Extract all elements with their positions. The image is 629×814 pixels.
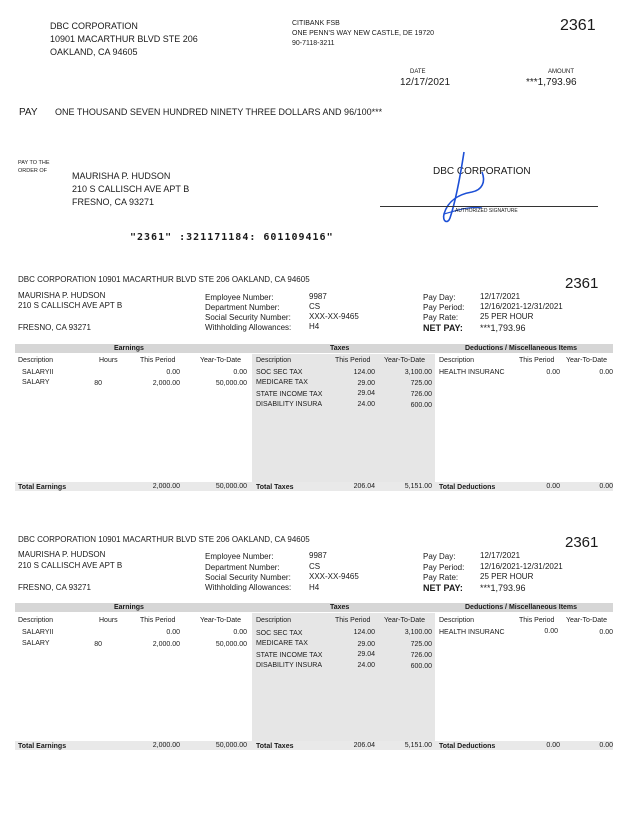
total-taxes-label: Total Taxes xyxy=(256,743,294,750)
pay-label: PAY xyxy=(19,107,38,118)
payee-name: MAURISHA P. HUDSON xyxy=(72,171,171,181)
earning-desc: SALARY xyxy=(22,640,50,647)
total-earnings-ytd: 50,000.00 xyxy=(215,483,247,490)
employee-address-line-1: 210 S CALLISCH AVE APT B xyxy=(18,301,123,310)
deduction-period: 0.00 xyxy=(544,628,558,635)
deductions-title: Deductions / Miscellaneous Items xyxy=(465,604,578,611)
order-of-label: ORDER OF xyxy=(18,168,48,174)
tax-period: 29.00 xyxy=(357,380,375,387)
taxes-col-description: Description xyxy=(256,357,292,364)
deduction-period: 0.00 xyxy=(546,369,560,376)
deductions-col-this-period: This Period xyxy=(519,617,555,624)
earning-period: 2,000.00 xyxy=(152,641,180,648)
deduction-desc: HEALTH INSURANC xyxy=(439,369,505,376)
tax-ytd: 725.00 xyxy=(410,380,432,387)
micr-line: "2361" :321171184: 601109416" xyxy=(130,232,334,243)
earning-ytd: 50,000.00 xyxy=(215,641,247,648)
earnings-title: Earnings xyxy=(114,604,144,611)
total-earnings-period: 2,000.00 xyxy=(152,483,180,490)
earnings-title: Earnings xyxy=(114,345,144,352)
pay-period-label: Pay Period: xyxy=(423,563,465,572)
tax-desc: DISABILITY INSURA xyxy=(256,401,323,408)
stub-header: DBC CORPORATION 10901 MACARTHUR BLVD STE 206 OAKLAND, CA 94605 xyxy=(18,275,310,284)
pay-period-label: Pay Period: xyxy=(423,303,465,312)
department-number-label: Department Number: xyxy=(205,303,280,312)
employee-name: MAURISHA P. HUDSON xyxy=(18,291,106,300)
earnings-col-hours: Hours xyxy=(99,357,118,364)
taxes-col-this-period: This Period xyxy=(335,357,371,364)
total-taxes-period: 206.04 xyxy=(353,742,375,749)
deductions-col-description: Description xyxy=(439,357,475,364)
ssn-value: XXX-XX-9465 xyxy=(309,312,359,321)
tax-period: 124.00 xyxy=(353,369,375,376)
earnings-col-this-period: This Period xyxy=(140,617,176,624)
tax-ytd: 3,100.00 xyxy=(404,369,432,376)
tax-period: 24.00 xyxy=(357,401,375,408)
tax-desc: STATE INCOME TAX xyxy=(256,652,323,659)
earning-ytd: 0.00 xyxy=(233,629,247,636)
tax-period: 29.04 xyxy=(357,651,375,658)
tax-desc: DISABILITY INSURA xyxy=(256,662,323,669)
total-deductions-ytd: 0.00 xyxy=(599,742,613,749)
taxes-title: Taxes xyxy=(330,345,350,352)
earning-desc: SALARYII xyxy=(22,369,54,376)
net-pay-value: ***1,793.96 xyxy=(480,583,526,593)
withholding-value: H4 xyxy=(309,583,320,592)
total-taxes-label: Total Taxes xyxy=(256,484,294,491)
tax-ytd: 3,100.00 xyxy=(404,629,432,636)
pay-rate-value: 25 PER HOUR xyxy=(480,572,534,581)
tax-period: 29.04 xyxy=(357,390,375,397)
deductions-title: Deductions / Miscellaneous Items xyxy=(465,345,578,352)
pay-period-value: 12/16/2021-12/31/2021 xyxy=(480,302,563,311)
withholding-value: H4 xyxy=(309,322,320,331)
department-number-value: CS xyxy=(309,562,321,571)
pay-day-value: 12/17/2021 xyxy=(480,292,521,301)
net-pay-label: NET PAY: xyxy=(423,583,463,593)
check-date: 12/17/2021 xyxy=(400,77,451,88)
payee-address-line-1: 210 S CALLISCH AVE APT B xyxy=(72,184,190,194)
pay-rate-label: Pay Rate: xyxy=(423,573,459,582)
employee-number-value: 9987 xyxy=(309,551,327,560)
employee-number-value: 9987 xyxy=(309,292,327,301)
pay-day-label: Pay Day: xyxy=(423,293,456,302)
employee-address-line-2: FRESNO, CA 93271 xyxy=(18,323,91,332)
total-deductions-period: 0.00 xyxy=(546,483,560,490)
taxes-title: Taxes xyxy=(330,604,350,611)
tax-ytd: 726.00 xyxy=(410,391,432,398)
total-deductions-period: 0.00 xyxy=(546,742,560,749)
check-amount: ***1,793.96 xyxy=(526,77,577,88)
bank-routing: 90-7118-3211 xyxy=(292,40,335,47)
total-taxes-period: 206.04 xyxy=(353,483,375,490)
employee-address-line-2: FRESNO, CA 93271 xyxy=(18,583,91,592)
tax-ytd: 726.00 xyxy=(410,652,432,659)
net-pay-label: NET PAY: xyxy=(423,323,463,333)
pay-period-value: 12/16/2021-12/31/2021 xyxy=(480,562,563,571)
pay-day-value: 12/17/2021 xyxy=(480,551,521,560)
total-deductions-label: Total Deductions xyxy=(439,743,496,750)
tax-desc: SOC SEC TAX xyxy=(256,369,303,376)
earning-period: 0.00 xyxy=(166,369,180,376)
tax-period: 24.00 xyxy=(357,662,375,669)
tax-desc: SOC SEC TAX xyxy=(256,630,303,637)
tax-ytd: 725.00 xyxy=(410,641,432,648)
total-taxes-ytd: 5,151.00 xyxy=(404,483,432,490)
total-earnings-label: Total Earnings xyxy=(18,484,67,491)
earning-ytd: 0.00 xyxy=(233,369,247,376)
total-earnings-label: Total Earnings xyxy=(18,743,67,750)
pay-rate-label: Pay Rate: xyxy=(423,313,459,322)
taxes-col-ytd: Year-To-Date xyxy=(384,357,425,364)
pay-amount-words: ONE THOUSAND SEVEN HUNDRED NINETY THREE DOLLARS AND 96/100*** xyxy=(55,107,383,117)
earning-hours: 80 xyxy=(94,380,102,387)
total-deductions-label: Total Deductions xyxy=(439,484,496,491)
withholding-label: Withholding Allowances: xyxy=(205,323,292,332)
deductions-col-ytd: Year-To-Date xyxy=(566,617,607,624)
taxes-col-description: Description xyxy=(256,617,292,624)
earning-desc: SALARY xyxy=(22,379,50,386)
taxes-col-this-period: This Period xyxy=(335,617,371,624)
earning-desc: SALARYII xyxy=(22,629,54,636)
stub-check-number: 2361 xyxy=(565,534,599,551)
payee-address-line-2: FRESNO, CA 93271 xyxy=(72,197,155,207)
date-label: DATE xyxy=(410,69,426,75)
employee-address-line-1: 210 S CALLISCH AVE APT B xyxy=(18,561,123,570)
tax-desc: STATE INCOME TAX xyxy=(256,391,323,398)
deduction-desc: HEALTH INSURANC xyxy=(439,629,505,636)
tax-ytd: 600.00 xyxy=(410,663,432,670)
signer-company: DBC CORPORATION xyxy=(433,166,531,177)
company-name: DBC CORPORATION xyxy=(50,21,138,31)
earnings-col-description: Description xyxy=(18,617,54,624)
bank-name: CITIBANK FSB xyxy=(292,20,340,27)
earning-period: 0.00 xyxy=(166,629,180,636)
tax-period: 29.00 xyxy=(357,641,375,648)
total-deductions-ytd: 0.00 xyxy=(599,483,613,490)
signature-line xyxy=(380,206,598,207)
tax-desc: MEDICARE TAX xyxy=(256,379,308,386)
deduction-ytd: 0.00 xyxy=(599,369,613,376)
tax-desc: MEDICARE TAX xyxy=(256,640,308,647)
employee-number-label: Employee Number: xyxy=(205,552,274,561)
total-taxes-ytd: 5,151.00 xyxy=(404,742,432,749)
earnings-col-hours: Hours xyxy=(99,617,118,624)
signature-label: AUTHORIZED SIGNATURE xyxy=(455,208,518,214)
stub-check-number: 2361 xyxy=(565,275,599,292)
total-earnings-period: 2,000.00 xyxy=(152,742,180,749)
deductions-col-ytd: Year-To-Date xyxy=(566,357,607,364)
deductions-col-description: Description xyxy=(439,617,475,624)
company-address-line-1: 10901 MACARTHUR BLVD STE 206 xyxy=(50,34,198,44)
earning-ytd: 50,000.00 xyxy=(215,380,247,387)
earnings-col-ytd: Year-To-Date xyxy=(200,617,241,624)
earnings-col-ytd: Year-To-Date xyxy=(200,357,241,364)
department-number-label: Department Number: xyxy=(205,563,280,572)
check-number: 2361 xyxy=(560,17,596,34)
earning-period: 2,000.00 xyxy=(152,380,180,387)
earnings-col-description: Description xyxy=(18,357,54,364)
pay-to-label: PAY TO THE xyxy=(18,160,50,166)
bank-address: ONE PENN'S WAY NEW CASTLE, DE 19720 xyxy=(292,30,435,37)
earnings-col-this-period: This Period xyxy=(140,357,176,364)
employee-number-label: Employee Number: xyxy=(205,293,274,302)
department-number-value: CS xyxy=(309,302,321,311)
deduction-ytd: 0.00 xyxy=(599,629,613,636)
tax-period: 124.00 xyxy=(353,629,375,636)
pay-rate-value: 25 PER HOUR xyxy=(480,312,534,321)
employee-name: MAURISHA P. HUDSON xyxy=(18,550,106,559)
tax-ytd: 600.00 xyxy=(410,402,432,409)
deductions-col-this-period: This Period xyxy=(519,357,555,364)
taxes-col-ytd: Year-To-Date xyxy=(384,617,425,624)
pay-day-label: Pay Day: xyxy=(423,552,456,561)
amount-label: AMOUNT xyxy=(548,69,574,75)
ssn-value: XXX-XX-9465 xyxy=(309,572,359,581)
earning-hours: 80 xyxy=(94,641,102,648)
withholding-label: Withholding Allowances: xyxy=(205,583,292,592)
signature-image xyxy=(420,148,510,228)
company-address-line-2: OAKLAND, CA 94605 xyxy=(50,47,138,57)
net-pay-value: ***1,793.96 xyxy=(480,323,526,333)
ssn-label: Social Security Number: xyxy=(205,313,291,322)
total-earnings-ytd: 50,000.00 xyxy=(215,742,247,749)
stub-header: DBC CORPORATION 10901 MACARTHUR BLVD STE 206 OAKLAND, CA 94605 xyxy=(18,535,310,544)
ssn-label: Social Security Number: xyxy=(205,573,291,582)
